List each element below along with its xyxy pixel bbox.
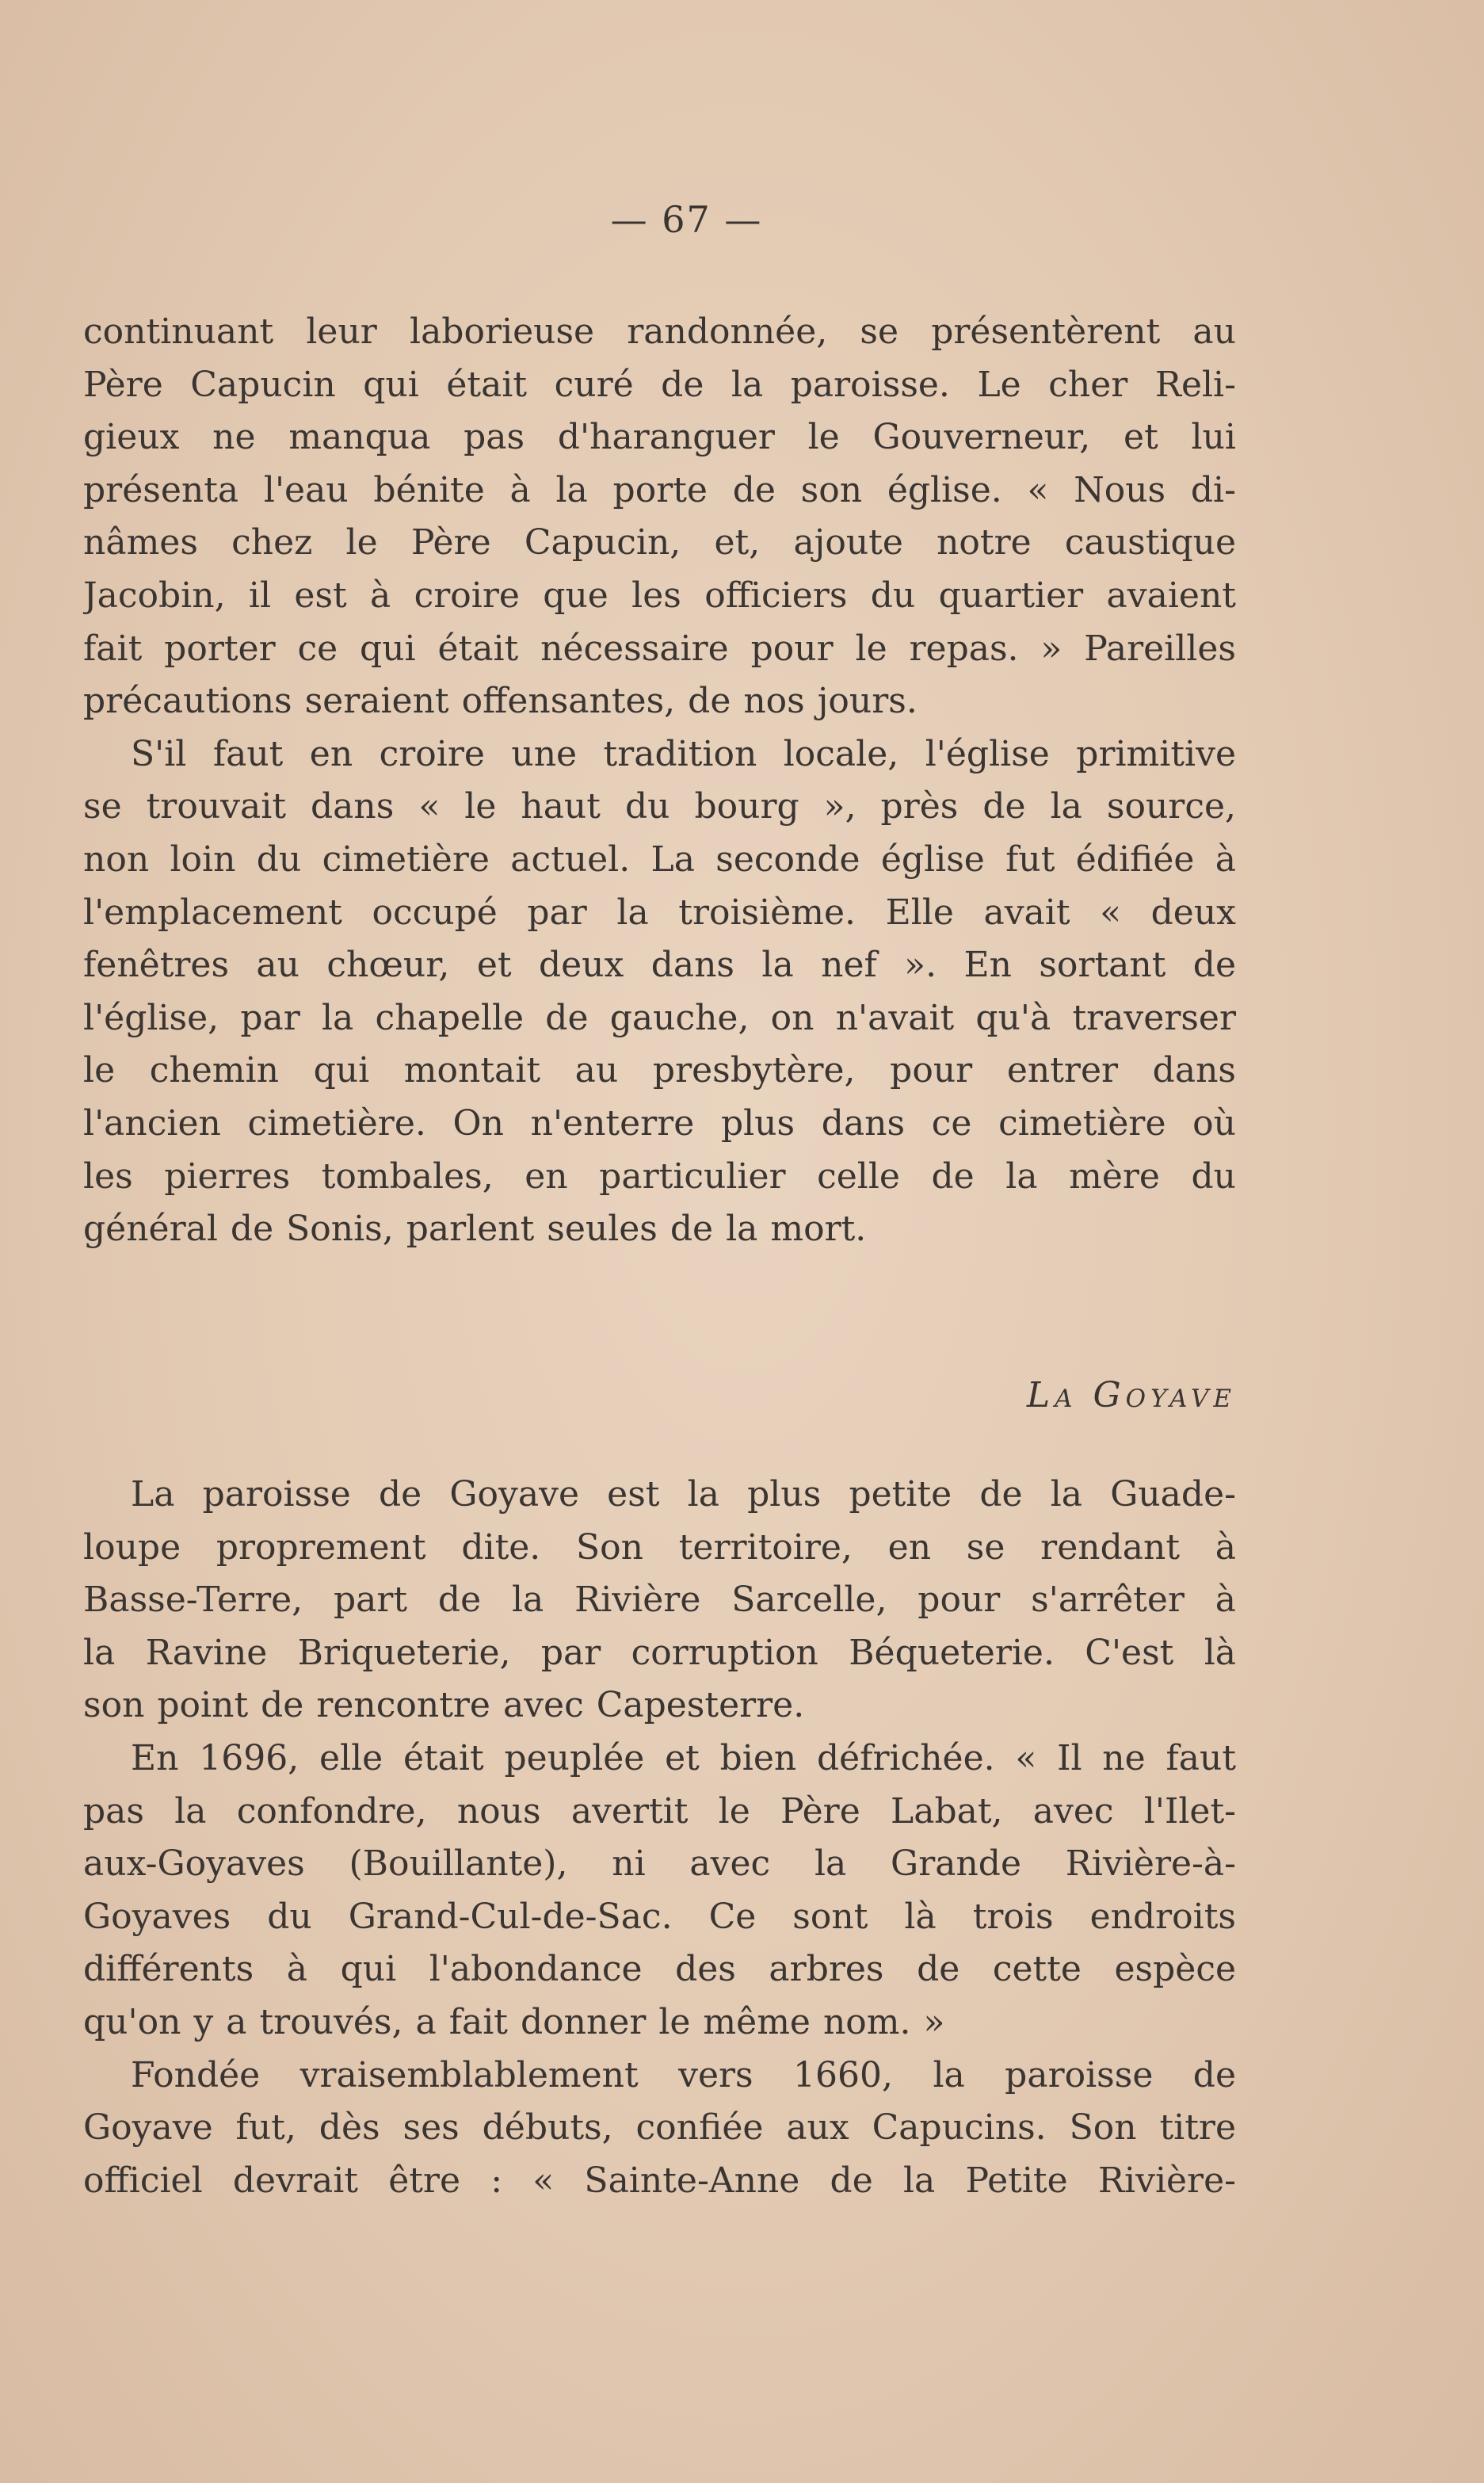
text-line: la Ravine Briqueterie, par corruption Béqueterie. C'est là [83, 1632, 1236, 1673]
text-line: l'emplacement occupé par la troisième. Elle avait « deux [83, 892, 1236, 933]
text-line: Fondée vraisemblablement vers 1660, la paroisse de [131, 2054, 1236, 2095]
text-line: Basse-Terre, part de la Rivière Sarcelle, pour s'arrêter à [83, 1580, 1236, 1621]
text-line: aux-Goyaves (Bouillante), ni avec la Grande Rivière-à- [83, 1843, 1236, 1885]
text-line: l'ancien cimetière. On n'enterre plus dans ce cimetière où [83, 1102, 1236, 1144]
text-line: gieux ne manqua pas d'haranguer le Gouverneur, et lui [83, 417, 1236, 458]
text-block-bottom [83, 1469, 1236, 2207]
text-line: son point de rencontre avec Capesterre. [83, 1685, 805, 1726]
text-line: différents à qui l'abondance des arbres de cette espèce [83, 1949, 1236, 1990]
text-block-top [83, 306, 1236, 1256]
text-line: les pierres tombales, en particulier celle de la mère du [83, 1156, 1236, 1197]
text-line: continuant leur laborieuse randonnée, se présentèrent au [83, 311, 1236, 352]
text-line: loupe proprement dite. Son territoire, en se rendant à [83, 1526, 1236, 1568]
text-line: qu'on y a trouvés, a fait donner le même nom. » [83, 2001, 945, 2042]
text-line: Goyave fut, dès ses débuts, confiée aux Capucins. Son titre [83, 2107, 1236, 2149]
text-line: Jacobin, il est à croire que les officiers du quartier avaient [83, 575, 1236, 616]
text-line: La paroisse de Goyave est la plus petite de la Guade- [131, 1474, 1236, 1515]
text-line: présenta l'eau bénite à la porte de son église. « Nous di- [83, 469, 1236, 510]
text-line: fenêtres au chœur, et deux dans la nef ». En sortant de [83, 945, 1236, 986]
section-title: La Goyave [1026, 1375, 1236, 1415]
text-line: se trouvait dans « le haut du bourg », près de la source, [83, 786, 1236, 827]
page-number: — 67 — [610, 198, 763, 241]
text-line: pas la confondre, nous avertit le Père Labat, avec l'Ilet- [83, 1790, 1236, 1832]
text-line: nâmes chez le Père Capucin, et, ajoute notre caustique [83, 522, 1236, 563]
text-line: l'église, par la chapelle de gauche, on n'avait qu'à traverser [83, 997, 1236, 1038]
text-line: le chemin qui montait au presbytère, pour entrer dans [83, 1050, 1236, 1091]
text-line: général de Sonis, parlent seules de la mort. [83, 1209, 867, 1250]
text-line: En 1696, elle était peuplée et bien défrichée. « Il ne faut [131, 1737, 1236, 1778]
text-line: fait porter ce qui était nécessaire pour le repas. » Pareilles [83, 628, 1236, 669]
text-line: officiel devrait être : « Sainte-Anne de la Petite Rivière- [83, 2160, 1236, 2201]
text-line: S'il faut en croire une tradition locale, l'église primitive [131, 733, 1236, 774]
text-line: Goyaves du Grand-Cul-de-Sac. Ce sont là trois endroits [83, 1896, 1236, 1937]
text-line: non loin du cimetière actuel. La seconde église fut édifiée à [83, 838, 1236, 880]
text-line: précautions seraient offensantes, de nos jours. [83, 681, 917, 722]
text-line: Père Capucin qui était curé de la paroisse. Le cher Reli- [83, 364, 1236, 405]
